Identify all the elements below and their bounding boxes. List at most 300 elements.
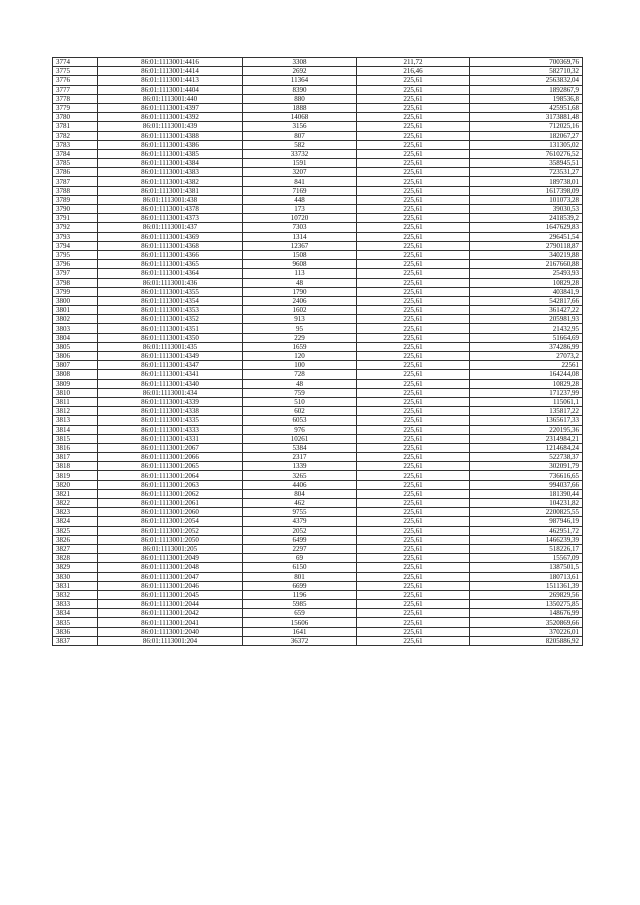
specific-value-cell: 225,61 [357,425,470,434]
table-row [53,103,583,112]
cadastral-value-cell: 10829,28 [470,278,583,287]
specific-value-cell: 225,61 [357,554,470,563]
cadastral-number-cell: 86:01:1113001:4333 [98,425,243,434]
table-row [53,554,583,563]
area-cell: 2297 [243,544,357,553]
specific-value-cell: 225,61 [357,131,470,140]
cadastral-value-cell: 374286,99 [470,342,583,351]
specific-value-cell: 225,61 [357,581,470,590]
cadastral-number-cell: 86:01:1113001:2042 [98,609,243,618]
area-cell: 6053 [243,416,357,425]
area-cell: 1591 [243,159,357,168]
cadastral-value-table [52,57,583,646]
specific-value-cell: 225,61 [357,260,470,269]
area-cell: 6699 [243,581,357,590]
cadastral-number-cell: 86:01:1113001:2041 [98,618,243,627]
specific-value-cell: 225,61 [357,462,470,471]
area-cell: 804 [243,489,357,498]
cadastral-value-cell: 700369,76 [470,58,583,67]
area-cell: 807 [243,131,357,140]
cadastral-value-cell: 296451,54 [470,232,583,241]
area-cell: 4379 [243,517,357,526]
cadastral-number-cell: 86:01:1113001:2047 [98,572,243,581]
row-number-cell: 3829 [53,563,98,572]
cadastral-value-cell: 189738,01 [470,177,583,186]
table-row [53,581,583,590]
table-row [53,241,583,250]
row-number-cell: 3802 [53,315,98,324]
area-cell: 7169 [243,186,357,195]
specific-value-cell: 225,61 [357,223,470,232]
row-number-cell: 3820 [53,480,98,489]
cadastral-number-cell: 86:01:1113001:2048 [98,563,243,572]
specific-value-cell: 225,61 [357,379,470,388]
area-cell: 602 [243,407,357,416]
table-row [53,370,583,379]
specific-value-cell: 211,72 [357,58,470,67]
specific-value-cell: 225,61 [357,232,470,241]
area-cell: 48 [243,379,357,388]
cadastral-number-cell: 86:01:1113001:4355 [98,287,243,296]
cadastral-number-cell: 86:01:1113001:2046 [98,581,243,590]
area-cell: 3207 [243,168,357,177]
table-row [53,85,583,94]
cadastral-number-cell: 86:01:1113001:4368 [98,241,243,250]
specific-value-cell: 225,61 [357,352,470,361]
cadastral-value-cell: 205981,93 [470,315,583,324]
table-row [53,618,583,627]
specific-value-cell: 225,61 [357,205,470,214]
cadastral-value-cell: 1387501,5 [470,563,583,572]
cadastral-value-cell: 1365617,33 [470,416,583,425]
table-row [53,462,583,471]
table-row [53,214,583,223]
table-row [53,177,583,186]
cadastral-value-cell: 180713,61 [470,572,583,581]
specific-value-cell: 225,61 [357,122,470,131]
row-number-cell: 3811 [53,397,98,406]
row-number-cell: 3796 [53,260,98,269]
specific-value-cell: 225,61 [357,113,470,122]
row-number-cell: 3799 [53,287,98,296]
table-row [53,544,583,553]
row-number-cell: 3813 [53,416,98,425]
area-cell: 1314 [243,232,357,241]
cadastral-value-cell: 2418539,2 [470,214,583,223]
specific-value-cell: 225,61 [357,544,470,553]
row-number-cell: 3831 [53,581,98,590]
cadastral-number-cell: 86:01:1113001:2063 [98,480,243,489]
area-cell: 8390 [243,85,357,94]
row-number-cell: 3778 [53,94,98,103]
specific-value-cell: 225,61 [357,94,470,103]
table-row [53,342,583,351]
row-number-cell: 3801 [53,306,98,315]
area-cell: 801 [243,572,357,581]
cadastral-value-cell: 25493,93 [470,269,583,278]
cadastral-number-cell: 86:01:1113001:4383 [98,168,243,177]
table-row [53,159,583,168]
cadastral-value-cell: 7610276,52 [470,149,583,158]
row-number-cell: 3783 [53,140,98,149]
specific-value-cell: 225,61 [357,140,470,149]
cadastral-number-cell: 86:01:1113001:2040 [98,627,243,636]
row-number-cell: 3791 [53,214,98,223]
table-row [53,269,583,278]
row-number-cell: 3803 [53,324,98,333]
row-number-cell: 3798 [53,278,98,287]
cadastral-number-cell: 86:01:1113001:4366 [98,250,243,259]
table-row [53,260,583,269]
area-cell: 5985 [243,600,357,609]
row-number-cell: 3775 [53,67,98,76]
row-number-cell: 3835 [53,618,98,627]
cadastral-number-cell: 86:01:1113001:4349 [98,352,243,361]
row-number-cell: 3793 [53,232,98,241]
area-cell: 3156 [243,122,357,131]
specific-value-cell: 225,61 [357,434,470,443]
cadastral-value-cell: 1647629,83 [470,223,583,232]
cadastral-value-cell: 723531,27 [470,168,583,177]
row-number-cell: 3823 [53,508,98,517]
table-row [53,379,583,388]
specific-value-cell: 225,61 [357,443,470,452]
cadastral-number-cell: 86:01:1113001:2062 [98,489,243,498]
row-number-cell: 3824 [53,517,98,526]
area-cell: 95 [243,324,357,333]
table-row [53,76,583,85]
area-cell: 1659 [243,342,357,351]
row-number-cell: 3792 [53,223,98,232]
cadastral-value-cell: 994037,66 [470,480,583,489]
table-row [53,315,583,324]
cadastral-value-cell: 358945,51 [470,159,583,168]
area-cell: 1790 [243,287,357,296]
cadastral-number-cell: 86:01:1113001:4339 [98,397,243,406]
table-row [53,627,583,636]
area-cell: 7303 [243,223,357,232]
table-body [53,58,583,646]
cadastral-value-cell: 198536,8 [470,94,583,103]
specific-value-cell: 225,61 [357,535,470,544]
cadastral-number-cell: 86:01:1113001:2067 [98,443,243,452]
table-row [53,489,583,498]
cadastral-value-cell: 220195,36 [470,425,583,434]
row-number-cell: 3834 [53,609,98,618]
specific-value-cell: 225,61 [357,609,470,618]
cadastral-number-cell: 86:01:1113001:4378 [98,205,243,214]
area-cell: 4406 [243,480,357,489]
table-row [53,324,583,333]
area-cell: 12367 [243,241,357,250]
cadastral-value-cell: 2200825,55 [470,508,583,517]
specific-value-cell: 225,61 [357,636,470,645]
area-cell: 9608 [243,260,357,269]
row-number-cell: 3804 [53,333,98,342]
area-cell: 9755 [243,508,357,517]
cadastral-number-cell: 86:01:1113001:2064 [98,471,243,480]
cadastral-value-cell: 115061,1 [470,397,583,406]
row-number-cell: 3815 [53,434,98,443]
cadastral-number-cell: 86:01:1113001:4381 [98,186,243,195]
row-number-cell: 3826 [53,535,98,544]
row-number-cell: 3776 [53,76,98,85]
area-cell: 229 [243,333,357,342]
cadastral-number-cell: 86:01:1113001:4373 [98,214,243,223]
row-number-cell: 3788 [53,186,98,195]
cadastral-value-cell: 1350275,85 [470,600,583,609]
cadastral-number-cell: 86:01:1113001:2044 [98,600,243,609]
area-cell: 1641 [243,627,357,636]
table-row [53,535,583,544]
cadastral-number-cell: 86:01:1113001:2050 [98,535,243,544]
specific-value-cell: 225,61 [357,333,470,342]
cadastral-number-cell: 86:01:1113001:4385 [98,149,243,158]
cadastral-value-cell: 712025,16 [470,122,583,131]
cadastral-number-cell: 86:01:1113001:204 [98,636,243,645]
row-number-cell: 3825 [53,526,98,535]
cadastral-number-cell: 86:01:1113001:440 [98,94,243,103]
specific-value-cell: 225,61 [357,269,470,278]
cadastral-number-cell: 86:01:1113001:4352 [98,315,243,324]
area-cell: 2406 [243,296,357,305]
table-row [53,388,583,397]
area-cell: 100 [243,361,357,370]
specific-value-cell: 225,61 [357,600,470,609]
area-cell: 36372 [243,636,357,645]
area-cell: 14068 [243,113,357,122]
row-number-cell: 3818 [53,462,98,471]
specific-value-cell: 225,61 [357,590,470,599]
table-row [53,58,583,67]
cadastral-number-cell: 86:01:1113001:4341 [98,370,243,379]
row-number-cell: 3800 [53,296,98,305]
specific-value-cell: 225,61 [357,306,470,315]
cadastral-number-cell: 86:01:1113001:2060 [98,508,243,517]
area-cell: 841 [243,177,357,186]
specific-value-cell: 225,61 [357,563,470,572]
area-cell: 120 [243,352,357,361]
area-cell: 2692 [243,67,357,76]
cadastral-value-cell: 181390,44 [470,489,583,498]
cadastral-value-cell: 1617398,09 [470,186,583,195]
row-number-cell: 3787 [53,177,98,186]
table-row [53,131,583,140]
cadastral-number-cell: 86:01:1113001:4365 [98,260,243,269]
row-number-cell: 3806 [53,352,98,361]
area-cell: 6150 [243,563,357,572]
row-number-cell: 3809 [53,379,98,388]
table-row [53,168,583,177]
area-cell: 759 [243,388,357,397]
specific-value-cell: 225,61 [357,324,470,333]
row-number-cell: 3832 [53,590,98,599]
table-row [53,499,583,508]
row-number-cell: 3817 [53,453,98,462]
cadastral-number-cell: 86:01:1113001:4347 [98,361,243,370]
cadastral-value-cell: 269829,56 [470,590,583,599]
table-row [53,517,583,526]
cadastral-value-cell: 182067,27 [470,131,583,140]
row-number-cell: 3812 [53,407,98,416]
cadastral-value-cell: 518226,17 [470,544,583,553]
specific-value-cell: 225,61 [357,168,470,177]
cadastral-value-cell: 302091,79 [470,462,583,471]
cadastral-value-cell: 462951,72 [470,526,583,535]
area-cell: 69 [243,554,357,563]
table-row [53,287,583,296]
row-number-cell: 3830 [53,572,98,581]
table-row [53,186,583,195]
specific-value-cell: 225,61 [357,315,470,324]
specific-value-cell: 225,61 [357,489,470,498]
table-row [53,508,583,517]
cadastral-number-cell: 86:01:1113001:4369 [98,232,243,241]
area-cell: 3265 [243,471,357,480]
row-number-cell: 3805 [53,342,98,351]
area-cell: 1339 [243,462,357,471]
cadastral-value-cell: 582710,32 [470,67,583,76]
specific-value-cell: 225,61 [357,278,470,287]
cadastral-value-cell: 21432,95 [470,324,583,333]
row-number-cell: 3821 [53,489,98,498]
area-cell: 1508 [243,250,357,259]
area-cell: 462 [243,499,357,508]
cadastral-value-cell: 340219,88 [470,250,583,259]
cadastral-value-cell: 131305,02 [470,140,583,149]
cadastral-value-cell: 370226,01 [470,627,583,636]
table-row [53,563,583,572]
cadastral-number-cell: 86:01:1113001:2052 [98,526,243,535]
area-cell: 976 [243,425,357,434]
cadastral-value-cell: 10829,28 [470,379,583,388]
cadastral-value-cell: 3520869,66 [470,618,583,627]
specific-value-cell: 225,61 [357,287,470,296]
cadastral-number-cell: 86:01:1113001:4413 [98,76,243,85]
cadastral-number-cell: 86:01:1113001:437 [98,223,243,232]
area-cell: 10720 [243,214,357,223]
table-row [53,407,583,416]
table-row [53,636,583,645]
area-cell: 913 [243,315,357,324]
cadastral-value-cell: 3173881,48 [470,113,583,122]
row-number-cell: 3810 [53,388,98,397]
cadastral-number-cell: 86:01:1113001:438 [98,195,243,204]
table-row [53,306,583,315]
specific-value-cell: 216,46 [357,67,470,76]
row-number-cell: 3807 [53,361,98,370]
cadastral-number-cell: 86:01:1113001:4335 [98,416,243,425]
area-cell: 33732 [243,149,357,158]
specific-value-cell: 225,61 [357,453,470,462]
table-row [53,416,583,425]
specific-value-cell: 225,61 [357,241,470,250]
area-cell: 113 [243,269,357,278]
cadastral-value-cell: 1892867,9 [470,85,583,94]
cadastral-number-cell: 86:01:1113001:4384 [98,159,243,168]
cadastral-value-cell: 1466239,39 [470,535,583,544]
area-cell: 2317 [243,453,357,462]
table-row [53,443,583,452]
cadastral-number-cell: 86:01:1113001:4414 [98,67,243,76]
cadastral-value-cell: 2167660,88 [470,260,583,269]
row-number-cell: 3797 [53,269,98,278]
cadastral-number-cell: 86:01:1113001:4404 [98,85,243,94]
row-number-cell: 3779 [53,103,98,112]
row-number-cell: 3781 [53,122,98,131]
area-cell: 3308 [243,58,357,67]
specific-value-cell: 225,61 [357,76,470,85]
table-row [53,94,583,103]
cadastral-number-cell: 86:01:1113001:2054 [98,517,243,526]
area-cell: 1888 [243,103,357,112]
cadastral-value-cell: 164244,08 [470,370,583,379]
specific-value-cell: 225,61 [357,250,470,259]
cadastral-number-cell: 86:01:1113001:436 [98,278,243,287]
area-cell: 582 [243,140,357,149]
table-row [53,352,583,361]
area-cell: 5384 [243,443,357,452]
table-row [53,572,583,581]
row-number-cell: 3790 [53,205,98,214]
cadastral-value-cell: 2790118,87 [470,241,583,250]
specific-value-cell: 225,61 [357,471,470,480]
cadastral-value-cell: 39030,53 [470,205,583,214]
table-row [53,113,583,122]
cadastral-value-cell: 736616,65 [470,471,583,480]
cadastral-number-cell: 86:01:1113001:4351 [98,324,243,333]
cadastral-number-cell: 86:01:1113001:4331 [98,434,243,443]
row-number-cell: 3808 [53,370,98,379]
row-number-cell: 3819 [53,471,98,480]
specific-value-cell: 225,61 [357,177,470,186]
row-number-cell: 3785 [53,159,98,168]
cadastral-value-cell: 987946,19 [470,517,583,526]
area-cell: 728 [243,370,357,379]
cadastral-value-cell: 27073,2 [470,352,583,361]
table-row [53,278,583,287]
table-row [53,480,583,489]
cadastral-value-cell: 15567,09 [470,554,583,563]
cadastral-value-cell: 171237,99 [470,388,583,397]
table-row [53,425,583,434]
specific-value-cell: 225,61 [357,342,470,351]
cadastral-value-cell: 1214684,24 [470,443,583,452]
row-number-cell: 3828 [53,554,98,563]
specific-value-cell: 225,61 [357,517,470,526]
area-cell: 15606 [243,618,357,627]
cadastral-value-cell: 361427,22 [470,306,583,315]
table-row [53,397,583,406]
row-number-cell: 3782 [53,131,98,140]
specific-value-cell: 225,61 [357,397,470,406]
area-cell: 448 [243,195,357,204]
specific-value-cell: 225,61 [357,370,470,379]
cadastral-value-cell: 522738,37 [470,453,583,462]
cadastral-value-cell: 2314984,21 [470,434,583,443]
table-row [53,600,583,609]
specific-value-cell: 225,61 [357,159,470,168]
table-row [53,526,583,535]
cadastral-value-cell: 2563832,04 [470,76,583,85]
table-row [53,195,583,204]
row-number-cell: 3833 [53,600,98,609]
cadastral-number-cell: 86:01:1113001:4350 [98,333,243,342]
specific-value-cell: 225,61 [357,214,470,223]
cadastral-number-cell: 86:01:1113001:4386 [98,140,243,149]
cadastral-value-cell: 22561 [470,361,583,370]
row-number-cell: 3827 [53,544,98,553]
